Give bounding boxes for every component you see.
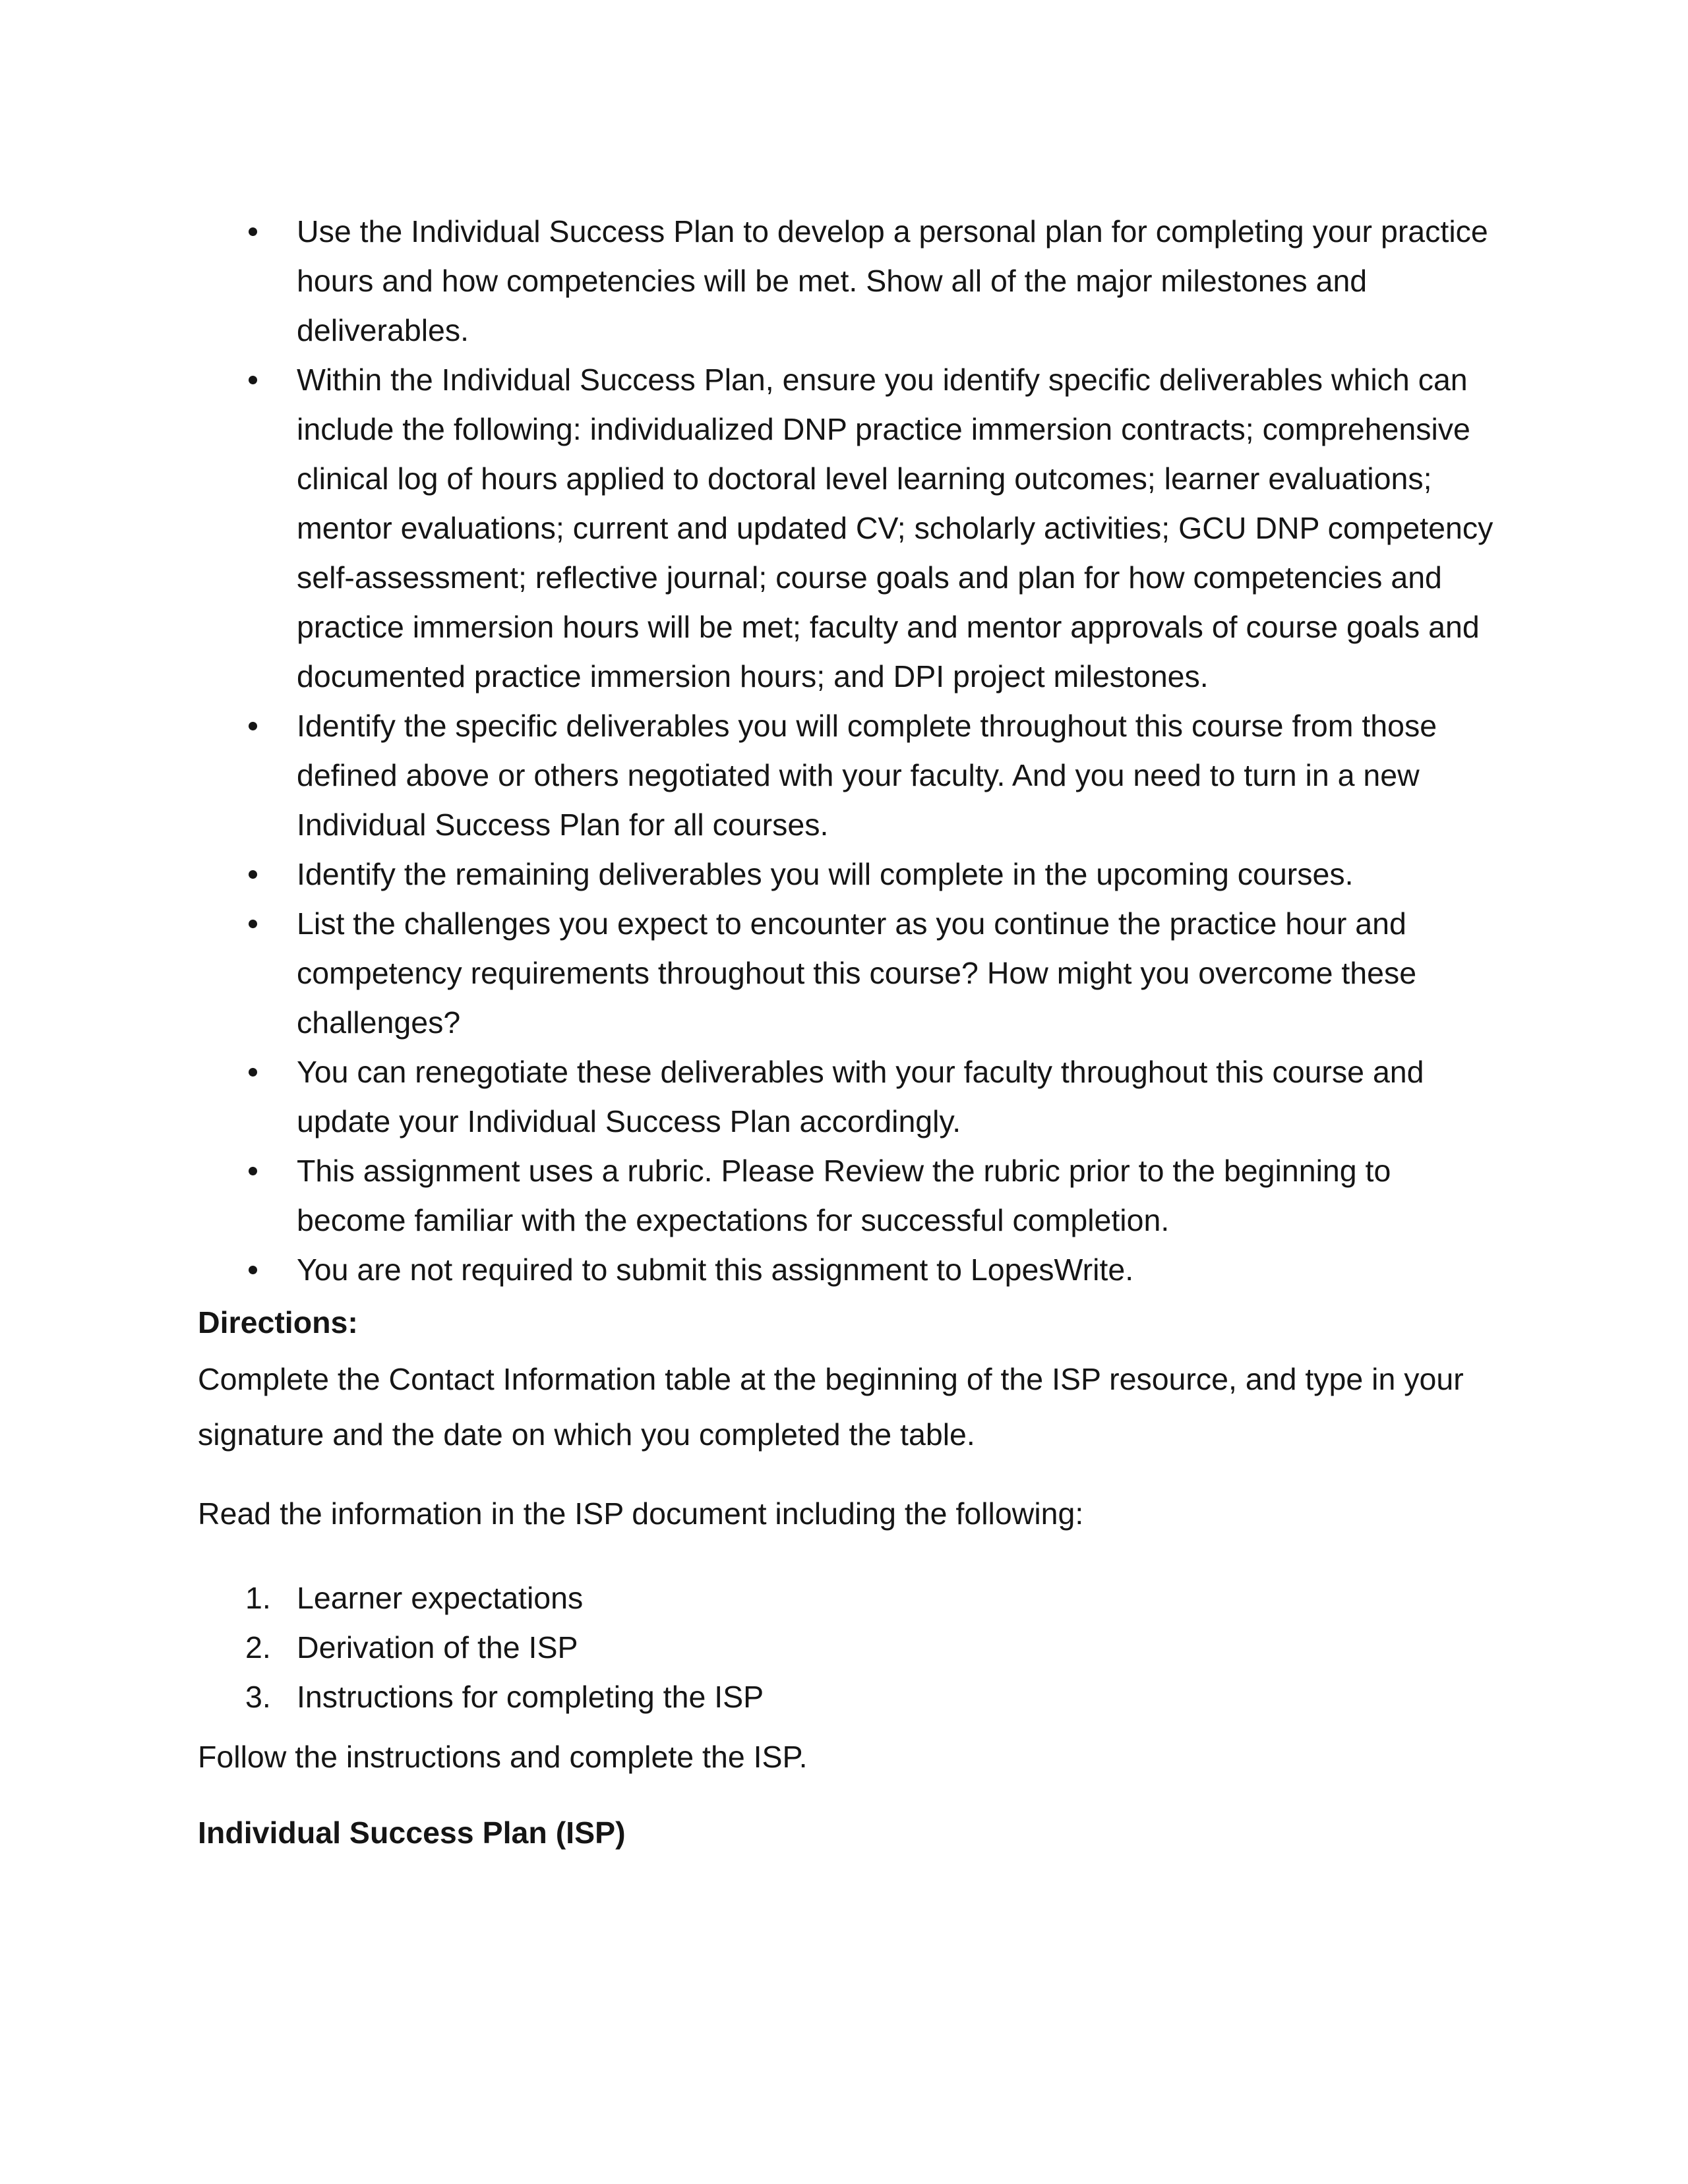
- requirements-bullet-list: [0, 207, 1688, 1295]
- bullet-text: You are not required to submit this assignment to LopesWrite.: [297, 1253, 1134, 1287]
- directions-heading: Directions:: [198, 1305, 358, 1340]
- bullet-text: You can renegotiate these deliverables with your faculty throughout this course and update your Individual Success Plan accordingly.: [297, 1055, 1424, 1138]
- bullet-text: Use the Individual Success Plan to develop a personal plan for completing your practice hours and how competencies will be met. Show all of the major milestones and deliverables.: [297, 214, 1488, 347]
- bullet-icon: [249, 870, 257, 879]
- list-number: 2.: [245, 1630, 271, 1665]
- list-number: 3.: [245, 1680, 271, 1714]
- list-item-text: Learner expectations: [297, 1581, 584, 1615]
- read-intro-paragraph: Read the information in the ISP document including the following:: [198, 1496, 1084, 1531]
- bullet-text: Identify the remaining deliverables you will complete in the upcoming courses.: [297, 857, 1354, 891]
- bullet-text: Within the Individual Success Plan, ensure you identify specific deliverables which can include the following: individualized DNP practice immersion contracts; comprehensive clinical log of hours applied to doctoral level learning outcomes; learner evaluations; mentor evaluations; current and updated CV; scholarly activities; GCU DNP competency self-assessment; reflective journal; course goals and plan for how competencies and practice immersion hours will be met; faculty and mentor approvals of course goals and documented practice immersion hours; and DPI project milestones.: [297, 363, 1493, 694]
- bullet-icon: [249, 1266, 257, 1274]
- isp-section-heading: Individual Success Plan (ISP): [198, 1815, 626, 1850]
- bullet-icon: [249, 722, 257, 730]
- bullet-text: List the challenges you expect to encounter as you continue the practice hour and competency requirements throughout this course? How might you overcome these challenges?: [297, 906, 1417, 1040]
- bullet-icon: [249, 920, 257, 928]
- list-item: [0, 355, 1503, 701]
- bullet-icon: [249, 1167, 257, 1175]
- list-item: [0, 1048, 1503, 1146]
- list-item: [0, 1623, 764, 1672]
- list-item: [0, 1574, 764, 1623]
- bullet-text: This assignment uses a rubric. Please Review the rubric prior to the beginning to become familiar with the expectations for successful completion.: [297, 1154, 1391, 1237]
- list-item: [0, 1245, 1503, 1295]
- bullet-icon: [249, 1068, 257, 1077]
- follow-instructions-paragraph: Follow the instructions and complete the ISP.: [198, 1740, 808, 1774]
- directions-paragraph: Complete the Contact Information table at the beginning of the ISP resource, and type in your signature and the date on which you completed the table.: [198, 1362, 1464, 1452]
- list-item: [0, 899, 1503, 1048]
- list-item-text: Derivation of the ISP: [297, 1630, 578, 1665]
- list-item-text: Instructions for completing the ISP: [297, 1680, 764, 1714]
- isp-topics-numbered-list: [0, 1574, 764, 1722]
- bullet-icon: [249, 227, 257, 236]
- list-item: [0, 207, 1503, 355]
- list-item: [0, 701, 1503, 850]
- list-item: [0, 1146, 1503, 1245]
- bullet-text: Identify the specific deliverables you will complete throughout this course from those defined above or others negotiated with your faculty. And you need to turn in a new Individual Success Plan for all courses.: [297, 709, 1437, 842]
- list-item: [0, 1672, 764, 1722]
- list-item: [0, 850, 1503, 899]
- bullet-icon: [249, 376, 257, 384]
- list-number: 1.: [245, 1581, 271, 1615]
